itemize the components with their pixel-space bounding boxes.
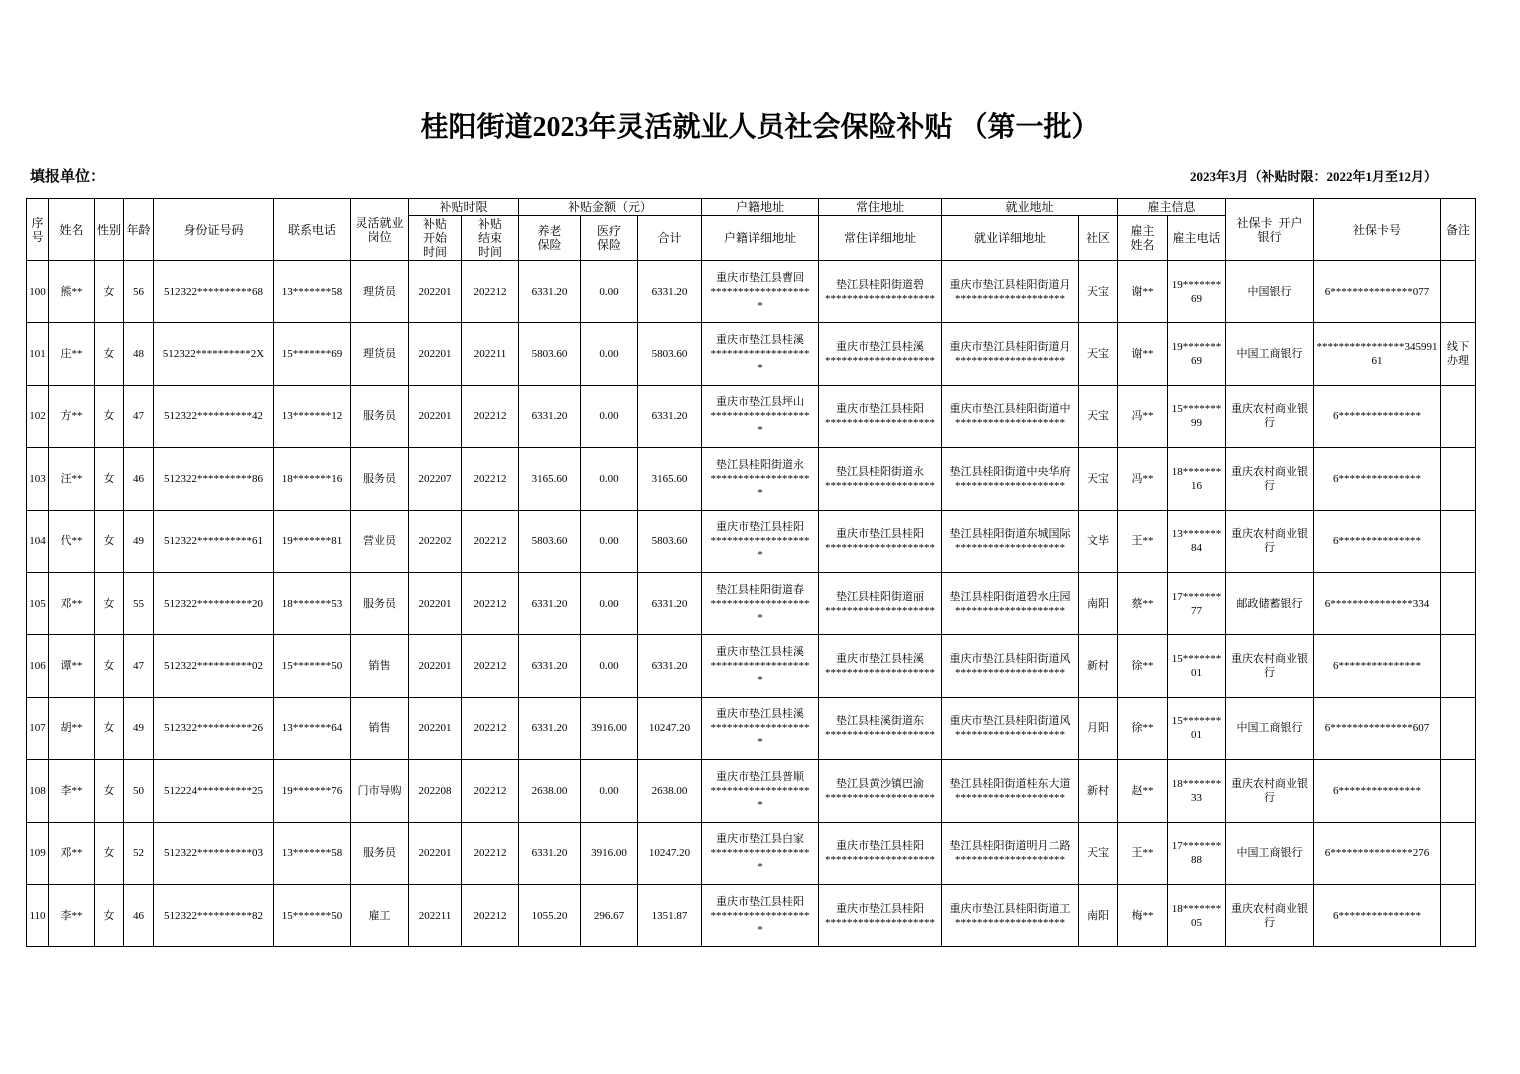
cell-bank: 重庆农村商业银行 xyxy=(1226,635,1314,697)
cell-job: 服务员 xyxy=(351,572,409,634)
cell-id: 512322**********61 xyxy=(154,510,274,572)
cell-end: 202212 xyxy=(462,635,519,697)
cell-pension: 5803.60 xyxy=(519,510,581,572)
cell-job: 理货员 xyxy=(351,261,409,323)
cell-id: 512224**********25 xyxy=(154,760,274,822)
cell-seq: 103 xyxy=(27,448,49,510)
cell-end: 202212 xyxy=(462,510,519,572)
cell-start: 202201 xyxy=(409,385,462,447)
cell-bank: 邮政储蓄银行 xyxy=(1226,572,1314,634)
cell-phone: 18*******53 xyxy=(274,572,351,634)
cell-seq: 104 xyxy=(27,510,49,572)
cell-start: 202211 xyxy=(409,884,462,946)
cell-bank: 重庆农村商业银行 xyxy=(1226,760,1314,822)
cell-community: 月阳 xyxy=(1079,697,1118,759)
cell-phone: 15*******50 xyxy=(274,635,351,697)
cell-employer-name: 谢** xyxy=(1118,323,1168,385)
cell-pension: 6331.20 xyxy=(519,697,581,759)
cell-remark xyxy=(1441,697,1476,759)
cell-community: 南阳 xyxy=(1079,572,1118,634)
cell-employer-name: 徐** xyxy=(1118,635,1168,697)
header-phone: 联系电话 xyxy=(274,199,351,261)
cell-community: 新村 xyxy=(1079,635,1118,697)
header-end: 补贴 结束 时间 xyxy=(462,216,519,261)
header-subsidy-period: 补贴时限 xyxy=(409,199,519,216)
cell-name: 谭** xyxy=(49,635,95,697)
cell-pension: 5803.60 xyxy=(519,323,581,385)
cell-pension: 6331.20 xyxy=(519,572,581,634)
cell-work: 重庆市垫江县桂阳街道月 ******************** xyxy=(942,261,1079,323)
cell-card: ****************34599161 xyxy=(1314,323,1441,385)
cell-hukou: 重庆市垫江县普顺 ****************** * xyxy=(702,760,819,822)
cell-age: 47 xyxy=(124,385,154,447)
header-work-group: 就业地址 xyxy=(942,199,1118,216)
date-note: 2023年3月（补贴时限：2022年1月至12月） xyxy=(1189,169,1437,184)
cell-card: 6*************** xyxy=(1314,448,1441,510)
cell-id: 512322**********02 xyxy=(154,635,274,697)
table-row xyxy=(27,448,1476,510)
cell-total: 6331.20 xyxy=(638,385,702,447)
header-remark: 备注 xyxy=(1441,199,1476,261)
cell-remark xyxy=(1441,448,1476,510)
cell-remark xyxy=(1441,760,1476,822)
cell-phone: 19*******81 xyxy=(274,510,351,572)
cell-employer-phone: 17*******77 xyxy=(1168,572,1226,634)
cell-hukou: 重庆市垫江县桂溪 ****************** * xyxy=(702,323,819,385)
header-hukou-group: 户籍地址 xyxy=(702,199,819,216)
cell-end: 202211 xyxy=(462,323,519,385)
cell-seq: 107 xyxy=(27,697,49,759)
cell-phone: 13*******64 xyxy=(274,697,351,759)
cell-hukou: 重庆市垫江县桂溪 ****************** * xyxy=(702,697,819,759)
cell-employer-phone: 18*******16 xyxy=(1168,448,1226,510)
cell-end: 202212 xyxy=(462,822,519,884)
cell-remark xyxy=(1441,822,1476,884)
cell-age: 52 xyxy=(124,822,154,884)
cell-work: 重庆市垫江县桂阳街道风 ******************** xyxy=(942,635,1079,697)
cell-remark xyxy=(1441,385,1476,447)
cell-job: 服务员 xyxy=(351,385,409,447)
cell-name: 熊** xyxy=(49,261,95,323)
cell-card: 6*************** xyxy=(1314,510,1441,572)
cell-job: 理货员 xyxy=(351,323,409,385)
cell-community: 天宝 xyxy=(1079,822,1118,884)
cell-residence: 重庆市垫江县桂溪 ******************** xyxy=(819,635,942,697)
cell-age: 55 xyxy=(124,572,154,634)
cell-bank: 重庆农村商业银行 xyxy=(1226,448,1314,510)
cell-employer-name: 徐** xyxy=(1118,697,1168,759)
table-row xyxy=(27,261,1476,323)
cell-end: 202212 xyxy=(462,884,519,946)
cell-gender: 女 xyxy=(95,635,124,697)
cell-card: 6*************** xyxy=(1314,760,1441,822)
cell-job: 服务员 xyxy=(351,448,409,510)
cell-start: 202207 xyxy=(409,448,462,510)
cell-age: 47 xyxy=(124,635,154,697)
cell-total: 3165.60 xyxy=(638,448,702,510)
cell-total: 1351.87 xyxy=(638,884,702,946)
cell-name: 方** xyxy=(49,385,95,447)
cell-name: 李** xyxy=(49,884,95,946)
cell-start: 202201 xyxy=(409,697,462,759)
cell-residence: 重庆市垫江县桂阳 ******************** xyxy=(819,385,942,447)
cell-bank: 中国工商银行 xyxy=(1226,323,1314,385)
cell-bank: 重庆农村商业银行 xyxy=(1226,884,1314,946)
header-seq: 序号 xyxy=(27,199,49,261)
cell-end: 202212 xyxy=(462,385,519,447)
header-total: 合计 xyxy=(638,216,702,261)
cell-job: 销售 xyxy=(351,697,409,759)
cell-medical: 296.67 xyxy=(581,884,638,946)
cell-employer-name: 冯** xyxy=(1118,448,1168,510)
header-gender: 性别 xyxy=(95,199,124,261)
header-card: 社保卡号 xyxy=(1314,199,1441,261)
cell-pension: 1055.20 xyxy=(519,884,581,946)
cell-card: 6*************** xyxy=(1314,635,1441,697)
cell-phone: 19*******76 xyxy=(274,760,351,822)
cell-work: 垫江县桂阳街道东城国际 ******************** xyxy=(942,510,1079,572)
cell-age: 49 xyxy=(124,510,154,572)
cell-work: 垫江县桂阳街道中央华府 ******************** xyxy=(942,448,1079,510)
cell-residence: 重庆市垫江县桂阳 ******************** xyxy=(819,822,942,884)
cell-pension: 6331.20 xyxy=(519,385,581,447)
cell-work: 垫江县桂阳街道明月二路 ******************** xyxy=(942,822,1079,884)
cell-id: 512322**********68 xyxy=(154,261,274,323)
cell-employer-name: 冯** xyxy=(1118,385,1168,447)
cell-start: 202201 xyxy=(409,323,462,385)
table-row xyxy=(27,323,1476,385)
cell-hukou: 垫江县桂阳街道春 ****************** * xyxy=(702,572,819,634)
cell-employer-phone: 15*******99 xyxy=(1168,385,1226,447)
cell-job: 服务员 xyxy=(351,822,409,884)
header-medical: 医疗 保险 xyxy=(581,216,638,261)
cell-employer-name: 蔡** xyxy=(1118,572,1168,634)
cell-name: 李** xyxy=(49,760,95,822)
cell-residence: 垫江县桂阳街道碧 ******************** xyxy=(819,261,942,323)
cell-age: 48 xyxy=(124,323,154,385)
cell-community: 南阳 xyxy=(1079,884,1118,946)
table-body xyxy=(27,261,1476,947)
cell-community: 文毕 xyxy=(1079,510,1118,572)
cell-work: 重庆市垫江县桂阳街道月 ******************** xyxy=(942,323,1079,385)
cell-seq: 106 xyxy=(27,635,49,697)
cell-card: 6*************** xyxy=(1314,884,1441,946)
cell-name: 邓** xyxy=(49,572,95,634)
cell-start: 202202 xyxy=(409,510,462,572)
cell-hukou: 重庆市垫江县桂阳 ****************** * xyxy=(702,884,819,946)
cell-end: 202212 xyxy=(462,760,519,822)
cell-employer-name: 梅** xyxy=(1118,884,1168,946)
subsidy-table xyxy=(26,198,1476,947)
table-row xyxy=(27,510,1476,572)
cell-pension: 3165.60 xyxy=(519,448,581,510)
cell-age: 46 xyxy=(124,884,154,946)
cell-phone: 18*******16 xyxy=(274,448,351,510)
cell-gender: 女 xyxy=(95,261,124,323)
cell-seq: 101 xyxy=(27,323,49,385)
table-header xyxy=(27,199,1476,261)
cell-hukou: 重庆市垫江县曹回 ****************** * xyxy=(702,261,819,323)
header-job: 灵活就业岗位 xyxy=(351,199,409,261)
cell-total: 6331.20 xyxy=(638,635,702,697)
cell-gender: 女 xyxy=(95,760,124,822)
cell-medical: 0.00 xyxy=(581,448,638,510)
cell-end: 202212 xyxy=(462,448,519,510)
cell-bank: 重庆农村商业银行 xyxy=(1226,385,1314,447)
cell-employer-name: 赵** xyxy=(1118,760,1168,822)
cell-medical: 0.00 xyxy=(581,635,638,697)
cell-employer-phone: 17*******88 xyxy=(1168,822,1226,884)
cell-age: 56 xyxy=(124,261,154,323)
header-employer-group: 雇主信息 xyxy=(1118,199,1226,216)
cell-job: 雇工 xyxy=(351,884,409,946)
cell-employer-name: 王** xyxy=(1118,822,1168,884)
cell-job: 销售 xyxy=(351,635,409,697)
header-age: 年龄 xyxy=(124,199,154,261)
header-employer-phone: 雇主电话 xyxy=(1168,216,1226,261)
header-start: 补贴 开始 时间 xyxy=(409,216,462,261)
cell-residence: 垫江县黄沙镇巴渝 ******************** xyxy=(819,760,942,822)
header-name: 姓名 xyxy=(49,199,95,261)
cell-phone: 15*******50 xyxy=(274,884,351,946)
cell-work: 重庆市垫江县桂阳街道风 ******************** xyxy=(942,697,1079,759)
cell-end: 202212 xyxy=(462,697,519,759)
header-subsidy-amount: 补贴金额（元） xyxy=(519,199,702,216)
cell-gender: 女 xyxy=(95,510,124,572)
cell-medical: 3916.00 xyxy=(581,697,638,759)
cell-card: 6***************276 xyxy=(1314,822,1441,884)
cell-remark xyxy=(1441,261,1476,323)
cell-id: 512322**********86 xyxy=(154,448,274,510)
cell-community: 天宝 xyxy=(1079,448,1118,510)
cell-end: 202212 xyxy=(462,261,519,323)
cell-phone: 13*******58 xyxy=(274,261,351,323)
cell-community: 天宝 xyxy=(1079,323,1118,385)
cell-gender: 女 xyxy=(95,572,124,634)
cell-gender: 女 xyxy=(95,697,124,759)
cell-age: 46 xyxy=(124,448,154,510)
cell-employer-name: 谢** xyxy=(1118,261,1168,323)
cell-employer-phone: 15*******01 xyxy=(1168,697,1226,759)
cell-pension: 6331.20 xyxy=(519,261,581,323)
cell-bank: 重庆农村商业银行 xyxy=(1226,510,1314,572)
cell-card: 6***************077 xyxy=(1314,261,1441,323)
cell-seq: 100 xyxy=(27,261,49,323)
cell-total: 5803.60 xyxy=(638,323,702,385)
cell-id: 512322**********26 xyxy=(154,697,274,759)
cell-medical: 0.00 xyxy=(581,385,638,447)
cell-seq: 102 xyxy=(27,385,49,447)
cell-employer-phone: 18*******33 xyxy=(1168,760,1226,822)
cell-bank: 中国工商银行 xyxy=(1226,822,1314,884)
cell-employer-phone: 19*******69 xyxy=(1168,323,1226,385)
cell-total: 2638.00 xyxy=(638,760,702,822)
fill-unit-label: 填报单位： xyxy=(30,169,106,185)
cell-id: 512322**********42 xyxy=(154,385,274,447)
header-work: 就业详细地址 xyxy=(942,216,1079,261)
cell-medical: 3916.00 xyxy=(581,822,638,884)
cell-phone: 15*******69 xyxy=(274,323,351,385)
cell-employer-phone: 13*******84 xyxy=(1168,510,1226,572)
header-community: 社区 xyxy=(1079,216,1118,261)
cell-residence: 垫江县桂阳街道永 ******************** xyxy=(819,448,942,510)
cell-seq: 110 xyxy=(27,884,49,946)
cell-job: 门市导购 xyxy=(351,760,409,822)
cell-gender: 女 xyxy=(95,822,124,884)
cell-job: 营业员 xyxy=(351,510,409,572)
cell-start: 202208 xyxy=(409,760,462,822)
cell-name: 汪** xyxy=(49,448,95,510)
cell-card: 6***************607 xyxy=(1314,697,1441,759)
table-row xyxy=(27,884,1476,946)
cell-name: 胡** xyxy=(49,697,95,759)
cell-id: 512322**********2X xyxy=(154,323,274,385)
cell-residence: 重庆市垫江县桂阳 ******************** xyxy=(819,510,942,572)
cell-card: 6***************334 xyxy=(1314,572,1441,634)
header-residence: 常住详细地址 xyxy=(819,216,942,261)
cell-age: 50 xyxy=(124,760,154,822)
table-row xyxy=(27,760,1476,822)
cell-work: 重庆市垫江县桂阳街道中 ******************** xyxy=(942,385,1079,447)
cell-id: 512322**********82 xyxy=(154,884,274,946)
table-row xyxy=(27,822,1476,884)
cell-total: 6331.20 xyxy=(638,261,702,323)
cell-employer-phone: 18*******05 xyxy=(1168,884,1226,946)
cell-medical: 0.00 xyxy=(581,572,638,634)
cell-bank: 中国银行 xyxy=(1226,261,1314,323)
table-row xyxy=(27,572,1476,634)
table-row xyxy=(27,635,1476,697)
header-residence-group: 常住地址 xyxy=(819,199,942,216)
cell-pension: 6331.20 xyxy=(519,635,581,697)
header-pension: 养老 保险 xyxy=(519,216,581,261)
cell-seq: 108 xyxy=(27,760,49,822)
cell-community: 天宝 xyxy=(1079,261,1118,323)
cell-remark xyxy=(1441,510,1476,572)
cell-remark xyxy=(1441,572,1476,634)
cell-total: 6331.20 xyxy=(638,572,702,634)
cell-residence: 重庆市垫江县桂阳 ******************** xyxy=(819,884,942,946)
cell-employer-phone: 19*******69 xyxy=(1168,261,1226,323)
header-id-number: 身份证号码 xyxy=(154,199,274,261)
cell-phone: 13*******58 xyxy=(274,822,351,884)
cell-start: 202201 xyxy=(409,822,462,884)
document-title: 桂阳街道2023年灵活就业人员社会保险补贴 （第一批） xyxy=(420,112,1100,143)
cell-gender: 女 xyxy=(95,448,124,510)
cell-hukou: 重庆市垫江县白家 ****************** * xyxy=(702,822,819,884)
cell-remark: 线下办理 xyxy=(1441,323,1476,385)
cell-age: 49 xyxy=(124,697,154,759)
cell-employer-phone: 15*******01 xyxy=(1168,635,1226,697)
cell-work: 垫江县桂阳街道桂东大道 ******************** xyxy=(942,760,1079,822)
cell-remark xyxy=(1441,635,1476,697)
cell-medical: 0.00 xyxy=(581,510,638,572)
cell-hukou: 重庆市垫江县桂溪 ****************** * xyxy=(702,635,819,697)
cell-pension: 6331.20 xyxy=(519,822,581,884)
cell-gender: 女 xyxy=(95,385,124,447)
cell-total: 5803.60 xyxy=(638,510,702,572)
cell-residence: 垫江县桂阳街道丽 ******************** xyxy=(819,572,942,634)
cell-start: 202201 xyxy=(409,572,462,634)
cell-hukou: 重庆市垫江县坪山 ****************** * xyxy=(702,385,819,447)
header-bank: 社保卡 开户 银行 xyxy=(1226,199,1314,261)
cell-total: 10247.20 xyxy=(638,822,702,884)
cell-remark xyxy=(1441,884,1476,946)
cell-seq: 105 xyxy=(27,572,49,634)
cell-id: 512322**********20 xyxy=(154,572,274,634)
cell-hukou: 垫江县桂阳街道永 ****************** * xyxy=(702,448,819,510)
cell-work: 垫江县桂阳街道碧水庄园 ******************** xyxy=(942,572,1079,634)
cell-seq: 109 xyxy=(27,822,49,884)
cell-start: 202201 xyxy=(409,261,462,323)
cell-phone: 13*******12 xyxy=(274,385,351,447)
cell-gender: 女 xyxy=(95,323,124,385)
cell-name: 代** xyxy=(49,510,95,572)
cell-name: 庄** xyxy=(49,323,95,385)
cell-medical: 0.00 xyxy=(581,760,638,822)
cell-start: 202201 xyxy=(409,635,462,697)
cell-id: 512322**********03 xyxy=(154,822,274,884)
header-hukou: 户籍详细地址 xyxy=(702,216,819,261)
header-employer-name: 雇主 姓名 xyxy=(1118,216,1168,261)
cell-community: 新村 xyxy=(1079,760,1118,822)
header-row-1 xyxy=(27,199,1476,216)
table-row xyxy=(27,385,1476,447)
cell-community: 天宝 xyxy=(1079,385,1118,447)
cell-end: 202212 xyxy=(462,572,519,634)
cell-medical: 0.00 xyxy=(581,323,638,385)
cell-name: 邓** xyxy=(49,822,95,884)
cell-work: 重庆市垫江县桂阳街道工 ******************** xyxy=(942,884,1079,946)
cell-employer-name: 王** xyxy=(1118,510,1168,572)
cell-hukou: 重庆市垫江县桂阳 ****************** * xyxy=(702,510,819,572)
cell-bank: 中国工商银行 xyxy=(1226,697,1314,759)
cell-gender: 女 xyxy=(95,884,124,946)
cell-pension: 2638.00 xyxy=(519,760,581,822)
cell-total: 10247.20 xyxy=(638,697,702,759)
cell-medical: 0.00 xyxy=(581,261,638,323)
cell-residence: 垫江县桂溪街道东 ******************** xyxy=(819,697,942,759)
cell-card: 6*************** xyxy=(1314,385,1441,447)
cell-residence: 重庆市垫江县桂溪 ******************** xyxy=(819,323,942,385)
table-row xyxy=(27,697,1476,759)
